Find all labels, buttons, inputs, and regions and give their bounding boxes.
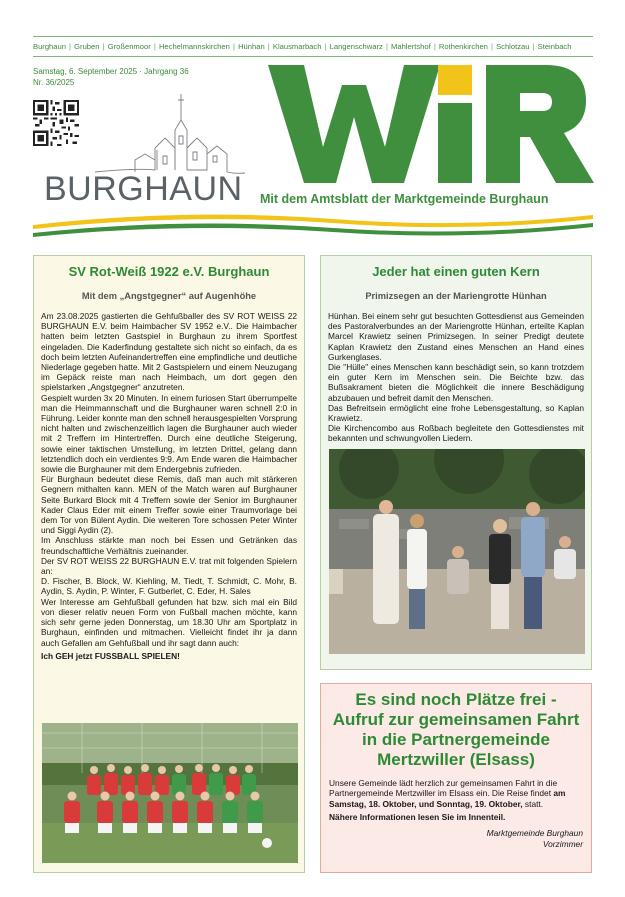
paragraph: Am 23.08.2025 gastierten die Gehfußballer des SV ROT WEISS 22 BURGHAUN E.V. beim Haimbacher SV 1952 e.V.. Die Haimbacher hatten beim letzten Gastspiel in Burghaun zu ihrem Sportfest eingeladen. Die Kaderfindung gestaltete sich nicht so einfach, da es doch beim letzten Aufeinandertreffen eine empfindliche und deutliche Niederlage gegeben hatte. Mit 2 Gastspielern und einem Neuzugang im Gepäck reiste man nach Heimbach, um dort gegen den spielstarken „Angstgegner“ anzutreten. bbox=[41, 311, 297, 393]
body-text-end: statt. bbox=[522, 798, 544, 809]
more-info: Nähere Informationen lesen Sie im Innenteil. bbox=[329, 812, 506, 823]
paragraph: Hünhan. Bei einem sehr gut besuchten Gottesdienst aus Gemeinden des Pastoralverbundes an der Mariengrotte Hünhan, erteilte Kaplan Marcel Krawietz seinen Primizsegen. In seiner Predigt deutete Kaplan Krawietz den Zustand eines Menschen an Hand eines Gurkenglases. bbox=[328, 311, 584, 362]
paragraph: Für Burghaun bedeutet diese Remis, daß man auch mit stärkeren Gegnern mithalten kann. MEN of the Match waren auf Burghauner Seite Burkard Block mit 4 Treffern sowie der Senior im Burghauner Kader Claus Eder mit einem Treffer sowie einer Traumvorlage bei dem Tor von Bülent Aydin. Die weiteren Tore schossen Peter Winter und Siggi Aydin (2). bbox=[41, 474, 297, 536]
signature bbox=[321, 828, 591, 850]
article-subtitle: Mit dem „Angstgegner“ auf Augenhöhe bbox=[81, 291, 257, 301]
date-line: Samstag, 6. September 2025 · Jahrgang 36 bbox=[33, 67, 189, 76]
paragraph: Wer Interesse am Gehfußball gefunden hat bzw. sich mal ein Bild von dieser relativ neuen Form von Fußball machen möchte, kann sich sehr gerne jeden Donnerstag, um 18.30 Uhr am Sportplatz in Burghaun, einfinden und mitmachen. Vielleicht findet ihr ja dann auch Gefallen am Gehfußball und ihr sagt dann auch: bbox=[41, 596, 297, 648]
header-subtitle: Mit dem Amtsblatt der Marktgemeinde Burghaun bbox=[260, 192, 549, 206]
article-subtitle: Primizsegen an der Mariengrotte Hünhan bbox=[365, 291, 547, 301]
village-name[interactable]: Burghaun bbox=[33, 42, 66, 51]
article-title: Jeder hat einen guten Kern bbox=[372, 264, 540, 279]
village-name[interactable]: Schlotzau bbox=[496, 42, 530, 51]
grotto-photo[interactable] bbox=[329, 449, 585, 654]
announcement-title bbox=[321, 690, 591, 770]
issue-number: Nr. 36/2025 bbox=[33, 78, 75, 87]
village-name[interactable]: Großenmoor bbox=[107, 42, 151, 51]
title-line: Es sind noch Plätze frei - bbox=[355, 690, 557, 709]
qr-code-icon[interactable] bbox=[33, 100, 79, 146]
village-name[interactable]: Klausmarbach bbox=[272, 42, 322, 51]
title-line: in die Partnergemeinde bbox=[362, 730, 550, 749]
church-illustration bbox=[95, 90, 245, 180]
town-name: BURGHAUN bbox=[44, 170, 243, 208]
paragraph: Im Anschluss stärkte man noch bei Essen und Getränken das freundschaftliche Verhältnis zueinander. bbox=[41, 535, 297, 556]
article-body bbox=[321, 311, 591, 444]
issue-info bbox=[33, 66, 189, 88]
village-list: Burghaun | Gruben | Großenmoor | Hechelmannskirchen | Hünhan | Klausmarbach | Langenschwarz | Mahlertshof | Rothenkirchen | Schlotzau | Steinbach bbox=[33, 42, 572, 51]
header-rule-top bbox=[33, 36, 593, 37]
paragraph: Gespielt wurden 3x 20 Minuten. In einem furiosen Start überrumpelte man die Heimmannschaft und die Burghauner waren schnell 2:0 in Führung. Leider konnte man den schnell herausgespielten Vorsprung nicht halten und zwischenzeitlich lagen die Burghauner auch wieder mit 2 Treffern im Hintertreffen. Durch eine deutliche Steigerung, sowie einer taktischen Umstellung, im letzten Drittel, gelang dann letztendlich doch ein verdientes 9:9. Am Ende waren die Haimbacher sowie die Burghauner mit dem Endergebnis zufrieden. bbox=[41, 392, 297, 475]
article-title: SV Rot-Weiß 1922 e.V. Burghaun bbox=[68, 264, 270, 279]
paragraph: Die Kirchencombo aus Roßbach begleitete den Gottesdienstes mit bekannten und schwungvollen Liedern. bbox=[328, 423, 584, 444]
paragraph: Das Befreitsein ermöglicht eine frohe Lebensgestaltung, so Kaplan Krawietz. bbox=[328, 402, 584, 424]
closing-line: Ich GEH jetzt FUSSBALL SPIELEN! bbox=[41, 650, 180, 661]
announcement-body bbox=[321, 778, 591, 823]
wir-logo bbox=[268, 55, 598, 185]
village-name[interactable]: Langenschwarz bbox=[329, 42, 383, 51]
paragraph: D. Fischer, B. Block, W. Kiehling, M. Tiedt, T. Schmidt, C. Mohr, B. Aydin, S. Aydin, P. Winter, F. Gutberlet, C. Eder, H. Sales bbox=[41, 576, 297, 597]
village-name[interactable]: Hünhan bbox=[238, 42, 265, 51]
signature-line: Marktgemeinde Burghaun bbox=[486, 827, 583, 838]
header-swoosh bbox=[33, 203, 593, 243]
article-sv-rot-weiss bbox=[33, 255, 305, 873]
body-text: Unsere Gemeinde lädt herzlich zur gemeinsamen Fahrt in die Partnergemeinde Mertzwiller im Elsass ein. Die Reise findet bbox=[329, 778, 558, 799]
trip-dates: am Samstag, 18. Oktober, und Sonntag, 19. Oktober, bbox=[329, 788, 566, 809]
trip-announcement bbox=[320, 683, 592, 873]
village-name[interactable]: Hechelmannskirchen bbox=[158, 42, 230, 51]
village-name[interactable]: Mahlertshof bbox=[391, 42, 431, 51]
signature-line: Vorzimmer bbox=[542, 838, 583, 849]
title-line: Aufruf zur gemeinsamen Fahrt bbox=[332, 710, 580, 729]
paragraph: Die "Hülle" eines Menschen kann beschädigt sein, so kann trotzdem ein guter Kern im Menschen sein. Die Beichte bzw. das Bußsakrament bieten die Möglichkeit die innere Beschädigung abzubauen und befreit damit den Menschen. bbox=[328, 362, 584, 403]
paragraph: Der SV ROT WEISS 22 BURGHAUN E.V. trat mit folgenden Spielern an: bbox=[41, 555, 297, 577]
article-body bbox=[34, 311, 304, 661]
village-name[interactable]: Rothenkirchen bbox=[438, 42, 488, 51]
village-name[interactable]: Gruben bbox=[74, 42, 100, 51]
village-name[interactable]: Steinbach bbox=[537, 42, 572, 51]
article-primizsegen bbox=[320, 255, 592, 670]
title-line: Mertzwiller (Elsass) bbox=[377, 750, 535, 769]
team-photo[interactable] bbox=[42, 723, 298, 863]
